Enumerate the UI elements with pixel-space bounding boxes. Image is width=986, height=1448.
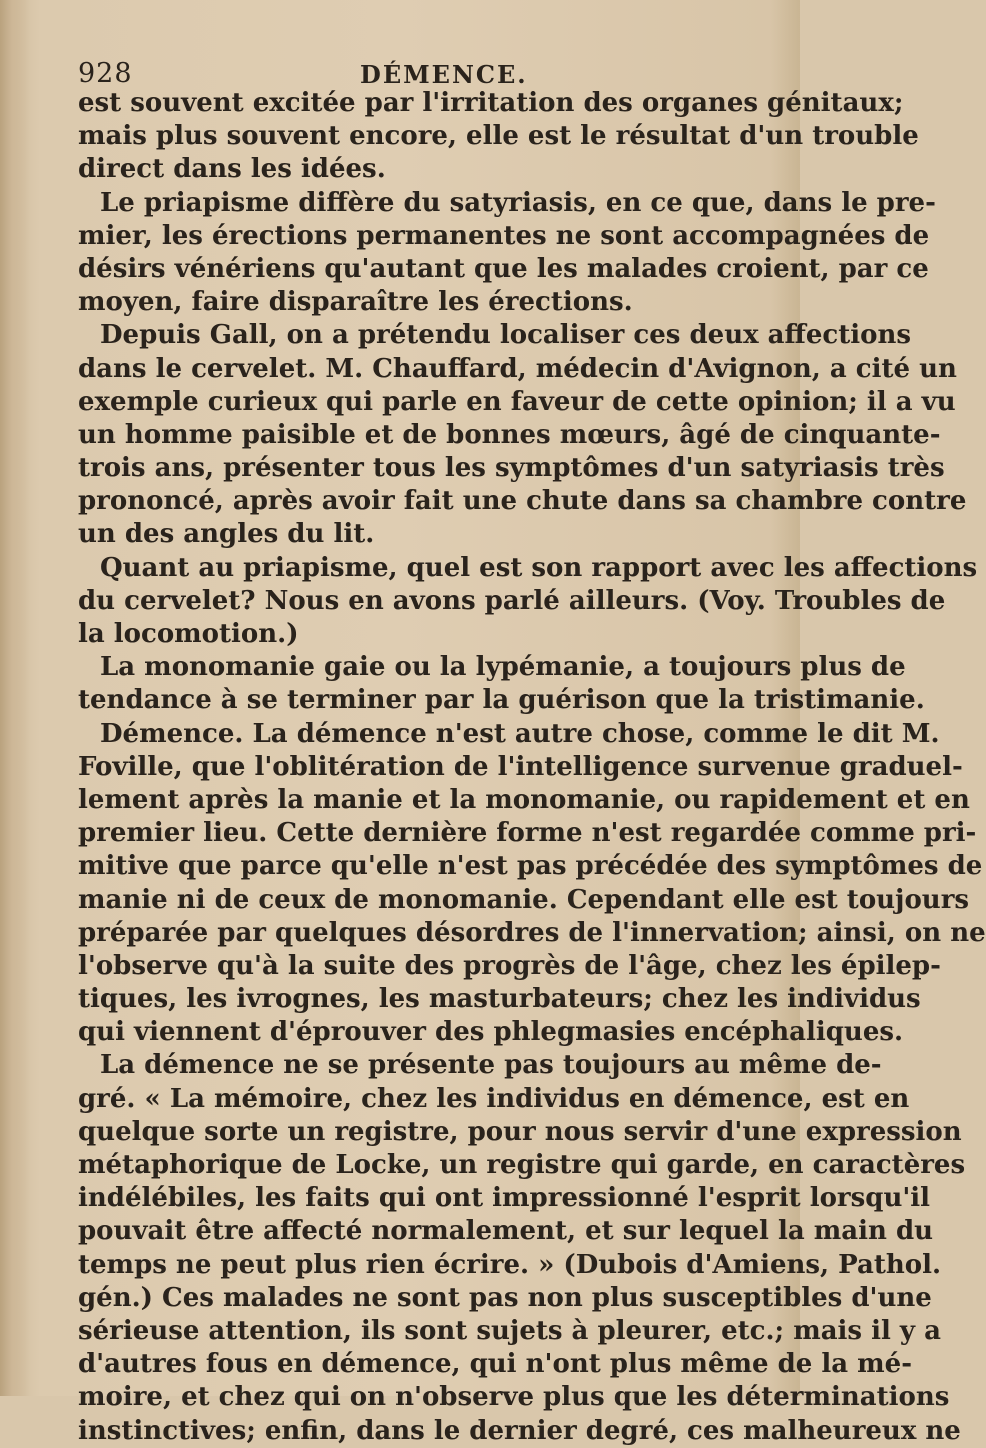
text-line: mais plus souvent encore, elle est le résultat d'un trouble — [78, 121, 919, 152]
text-line: l'observe qu'à la suite des progrès de l'âge, chez les épilep- — [78, 950, 941, 981]
text-line: mitive que parce qu'elle n'est pas précédée des symptômes de — [78, 851, 983, 882]
text-line: Le priapisme diffère du satyriasis, en ce que, dans le pre- — [100, 187, 936, 218]
text-line: moire, et chez qui on n'observe plus que les déterminations — [78, 1382, 950, 1413]
text-line: tendance à se terminer par la guérison que la tristimanie. — [78, 685, 925, 716]
text-line: instinctives; enfin, dans le dernier degré, ces malheureux ne — [78, 1415, 961, 1446]
text-line: du cervelet? Nous en avons parlé ailleurs. (Voy. Troubles de — [78, 585, 946, 616]
text-line: la locomotion.) — [78, 619, 299, 649]
text-line: indélébiles, les faits qui ont impressionné l'esprit lorsqu'il — [78, 1183, 931, 1214]
text-line: un homme paisible et de bonnes mœurs, âgé de cinquante- — [78, 419, 941, 450]
text-line: trois ans, présenter tous les symptômes d'un satyriasis très — [78, 453, 945, 484]
text-line: La monomanie gaie ou la lypémanie, a toujours plus de — [100, 652, 906, 683]
text-line: Foville, que l'oblitération de l'intelligence survenue graduel- — [78, 751, 963, 782]
page-number: 928 — [78, 58, 133, 89]
text-line: préparée par quelques désordres de l'innervation; ainsi, on ne — [78, 917, 986, 948]
text-line: exemple curieux qui parle en faveur de cette opinion; il a vu — [78, 386, 956, 417]
text-line: gén.) Ces malades ne sont pas non plus susceptibles d'une — [78, 1282, 932, 1313]
text-line: Quant au priapisme, quel est son rapport avec les affections — [100, 552, 978, 583]
text-line: qui viennent d'éprouver des phlegmasies encéphaliques. — [78, 1017, 904, 1048]
text-line: premier lieu. Cette dernière forme n'est regardée comme pri- — [78, 818, 977, 849]
text-line: dans le cervelet. M. Chauffard, médecin d'Avignon, a cité un — [78, 353, 957, 384]
text-line: Depuis Gall, on a prétendu localiser ces deux affections — [100, 320, 912, 351]
text-line: d'autres fous en démence, qui n'ont plus même de la mé- — [78, 1349, 912, 1380]
text-line: gré. « La mémoire, chez les individus en démence, est en — [78, 1083, 910, 1114]
text-line: prononcé, après avoir fait une chute dans sa chambre contre — [78, 486, 967, 517]
body-text — [78, 87, 986, 1448]
text-line: direct dans les idées. — [78, 154, 386, 185]
text-line: temps ne peut plus rien écrire. » (Dubois d'Amiens, Pathol. — [78, 1249, 942, 1280]
text-line: quelque sorte un registre, pour nous servir d'une expression — [78, 1116, 962, 1147]
text-line: manie ni de ceux de monomanie. Cependant elle est toujours — [78, 884, 970, 915]
text-line: est souvent excitée par l'irritation des organes génitaux; — [78, 88, 904, 118]
text-line: La démence ne se présente pas toujours au même de- — [100, 1050, 882, 1081]
running-title: DÉMENCE. — [360, 60, 528, 89]
text-line: pouvait être affecté normalement, et sur lequel la main du — [78, 1216, 934, 1247]
text-line: métaphorique de Locke, un registre qui garde, en caractères — [78, 1150, 966, 1180]
page-binding-edge — [0, 0, 30, 1396]
text-line: tiques, les ivrognes, les masturbateurs; chez les individus — [78, 984, 921, 1015]
text-line: lement après la manie et la monomanie, ou rapidement et en — [78, 784, 970, 815]
text-line: mier, les érections permanentes ne sont accompagnées de — [78, 220, 930, 251]
text-line: un des angles du lit. — [78, 519, 375, 550]
text-line: désirs vénériens qu'autant que les malades croient, par ce — [78, 253, 929, 284]
text-line: moyen, faire disparaître les érections. — [78, 287, 633, 318]
text-line: sérieuse attention, ils sont sujets à pleurer, etc.; mais il y a — [78, 1315, 941, 1346]
text-line: Démence. La démence n'est autre chose, comme le dit M. — [100, 718, 940, 749]
